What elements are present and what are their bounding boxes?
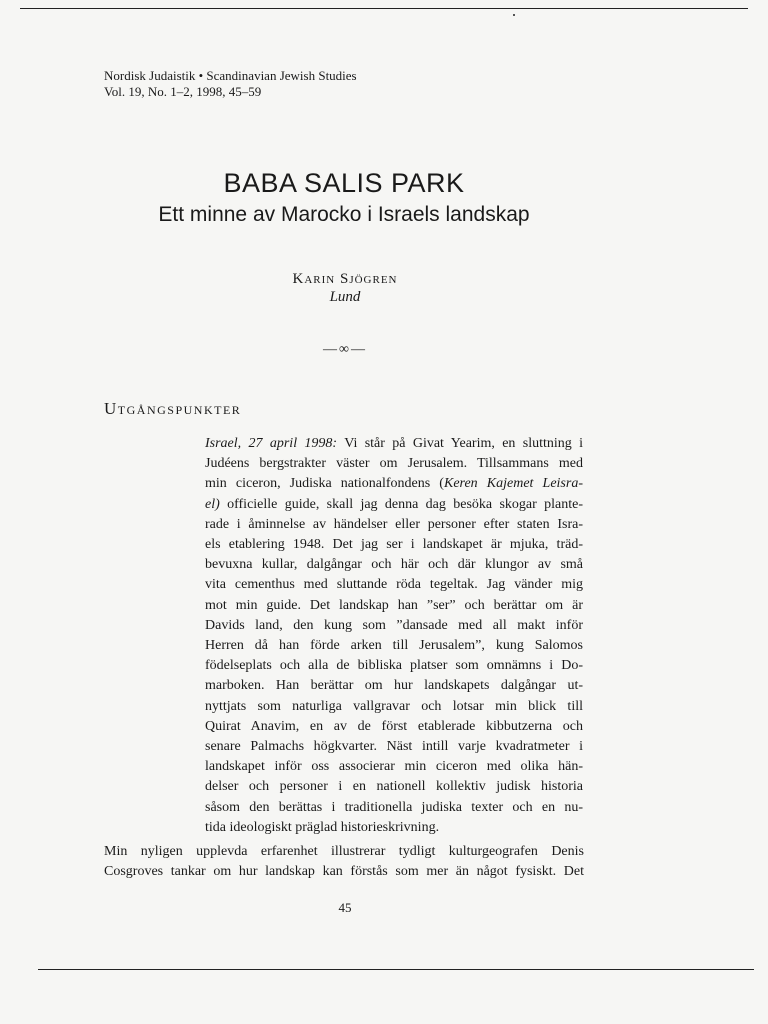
speck <box>513 14 515 16</box>
dateline: Israel, 27 april 1998: <box>205 436 338 451</box>
article-title: BABA SALIS PARK <box>223 168 465 198</box>
text-line: marboken. Han berättar om hur landskapets dalgångar ut- <box>205 678 583 694</box>
author-name: Karin Sjögren <box>292 271 398 287</box>
text-line: senare Palmachs högkvarter. Näst intill varje kvadratmeter i <box>205 739 583 755</box>
top-rule <box>20 8 748 9</box>
text-line: såsom den berättas i traditionella judiska texter och en nu- <box>205 799 583 815</box>
text-line: el) officielle guide, skall jag denna dag besöka skogar plante- <box>205 496 583 512</box>
text-line: Cosgroves tankar om hur landskap kan förstås som mer än något fysiskt. Det <box>104 864 584 880</box>
text-line: nyttjats som naturliga vallgravar och lotsar min blick till <box>205 698 583 714</box>
author-affiliation: Lund <box>329 289 361 305</box>
text-line: tida ideologiskt präglad historieskrivning. <box>205 819 440 835</box>
text-line: Min nyligen upplevda erfarenhet illustrerar tydligt kulturgeografen Denis <box>104 844 584 859</box>
section-heading: Utgångspunkter <box>104 399 242 418</box>
text-line: födelseplats och alla de bibliska platser som omnämns i Do- <box>205 658 583 674</box>
text-line: min ciceron, Judiska nationalfondens (Keren Kajemet Leisra- <box>205 476 583 492</box>
text-line: Herren då han förde arken till Jerusalem”, kung Salomos <box>205 638 583 654</box>
indented-paragraph <box>205 434 583 838</box>
text-line: landskapet inför oss associerar min ciceron med olika hän- <box>205 759 583 775</box>
page-number: 45 <box>338 900 352 915</box>
text-line: bevuxna kullar, dalgångar och här och där klungor av små <box>205 557 583 573</box>
text-line: vita cementhus med sluttande röda tegeltak. Jag vänder mig <box>205 577 583 593</box>
article-subtitle: Ett minne av Marocko i Israels landskap <box>158 203 530 226</box>
text-line: delser och personer i en nationell kollektiv judisk historia <box>205 779 583 795</box>
journal-header <box>104 68 357 100</box>
body-paragraph <box>104 842 584 882</box>
bottom-rule <box>38 969 754 970</box>
journal-name: Nordisk Judaistik • Scandinavian Jewish Studies <box>104 68 357 83</box>
text-line: els etablering 1948. Det jag ser i landskapet är mjuka, träd- <box>205 537 583 553</box>
ornament-divider: —∞— <box>323 342 367 357</box>
text-line: mot min guide. Det landskap han ”ser” och berättar om är <box>205 597 583 613</box>
text-line: rade i åminnelse av händelser eller personer efter staten Isra- <box>205 516 583 532</box>
text-line: Judéens bergstrakter väster om Jerusalem. Tillsammans med <box>205 456 583 472</box>
text-line: Davids land, den kung som ”dansade med all makt inför <box>205 617 583 633</box>
text-line: Quirat Anavim, en av de först etablerade kibbutzerna och <box>205 718 583 734</box>
journal-volume: Vol. 19, No. 1–2, 1998, 45–59 <box>104 84 262 99</box>
text-line: Israel, 27 april 1998: Vi står på Givat Yearim, en sluttning i <box>205 436 583 451</box>
